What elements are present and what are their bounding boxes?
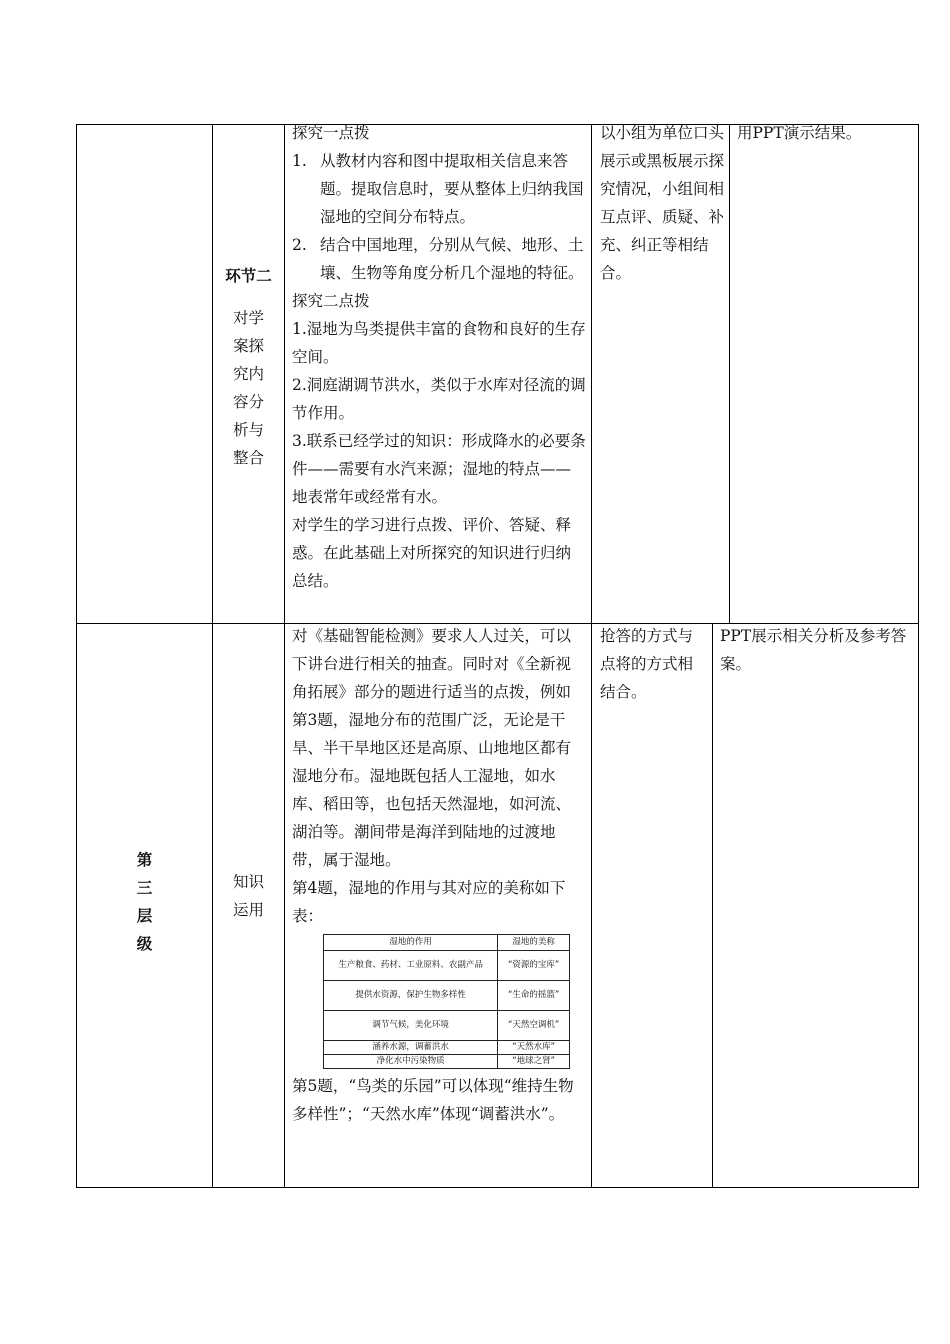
section2-content (292, 119, 586, 595)
grid-line (918, 124, 919, 1188)
level-line: 第 (136, 850, 153, 869)
section2-student-activity: 以小组为单位口头展示或黑板展示探究情况，小组间相互点评、质疑、补充、纠正等相结合。 (600, 124, 725, 282)
stage-desc-line: 案探 (232, 337, 264, 355)
section3-media: PPT展示相关分析及参考答案。 (720, 627, 907, 673)
table-cell: “天然水库” (498, 1041, 570, 1055)
stage-desc-line: 究内 (232, 365, 264, 383)
level-line: 层 (136, 906, 153, 925)
stage-desc-line: 对学 (232, 309, 264, 327)
list-item: 1. 从教材内容和图中提取相关信息来答题。提取信息时，要从整体上归纳我国湿地的空间分布特点。 (292, 152, 584, 226)
stage-line: 运用 (232, 901, 264, 919)
section2-stage-cell (213, 262, 284, 472)
table-cell: 调节气候，美化环境 (324, 1011, 498, 1041)
table-row (324, 935, 570, 951)
summary-text: 对学生的学习进行点拨、评价、答疑、释惑。在此基础上对所探究的知识进行归纳总结。 (292, 516, 572, 590)
stage-desc-line: 整合 (232, 449, 264, 467)
table-cell: “地球之肾” (498, 1055, 570, 1069)
list-item: 2. 结合中国地理，分别从气候、地形、土壤、生物等角度分析几个湿地的特征。 (292, 236, 584, 282)
paragraph: 第5题，“鸟类的乐园”可以体现“维持生物多样性”；“天然水库”体现“调蓄洪水”。 (292, 1077, 574, 1123)
table-header-cell: 湿地的美称 (498, 935, 570, 951)
table-cell: 涵养水源，调蓄洪水 (324, 1041, 498, 1055)
stage-title: 环节二 (225, 266, 272, 285)
stage-line: 知识 (232, 873, 264, 891)
level-line: 级 (136, 934, 153, 953)
grid-line (76, 1187, 919, 1188)
heading-explore-1: 探究一点拨 (292, 124, 370, 142)
table-cell: 净化水中污染物质 (324, 1055, 498, 1069)
section3-stage-cell (213, 868, 284, 924)
stage-desc-line: 容分 (232, 393, 264, 411)
list-item: 2.洞庭湖调节洪水，类似于水库对径流的调节作用。 (292, 376, 586, 422)
grid-line (591, 124, 592, 1188)
list-item: 1.湿地为鸟类提供丰富的食物和良好的生存空间。 (292, 320, 586, 366)
table-cell: “天然空调机” (498, 1011, 570, 1041)
section3-level-cell (77, 846, 212, 958)
heading-explore-2: 探究二点拨 (292, 292, 370, 310)
grid-line (729, 124, 730, 624)
stage-desc-line: 析与 (232, 421, 264, 439)
table-row (324, 1041, 570, 1055)
table-cell: “资源的宝库” (498, 951, 570, 981)
table-cell: 生产粮食、药材、工业原料、农副产品 (324, 951, 498, 981)
stage-desc (213, 304, 284, 472)
level-line: 三 (136, 878, 153, 897)
table-header-cell: 湿地的作用 (324, 935, 498, 951)
paragraph: 第4题，湿地的作用与其对应的美称如下表： (292, 879, 566, 925)
table-cell: 提供水资源，保护生物多样性 (324, 981, 498, 1011)
paragraph: 对《基础智能检测》要求人人过关，可以下讲台进行相关的抽查。同时对《全新视角拓展》部分的题进行适当的点拨，例如第3题，湿地分布的范围广泛，无论是干旱、半干旱地区还是高原、山地地区都有湿地分布。湿地既包括人工湿地，如水库、稻田等，也包括天然湿地，如河流、湖泊等。潮间带是海洋到陆地的过渡地带，属于湿地。 (292, 627, 572, 869)
wetland-names-table (323, 934, 570, 1069)
grid-line (712, 623, 713, 1188)
explore-1-list (292, 147, 586, 287)
table-cell: “生命的摇篮” (498, 981, 570, 1011)
table-row (324, 1011, 570, 1041)
table-row (324, 1055, 570, 1069)
grid-line (76, 124, 77, 1188)
section2-media: 用PPT演示结果。 (737, 124, 862, 142)
list-item: 3.联系已经学过的知识：形成降水的必要条件——需要有水汽来源；湿地的特点——地表常年或经常有水。 (292, 432, 586, 506)
table-row (324, 981, 570, 1011)
table-row (324, 951, 570, 981)
grid-line (284, 124, 285, 1188)
section3-student-activity: 抢答的方式与点将的方式相结合。 (600, 627, 694, 701)
